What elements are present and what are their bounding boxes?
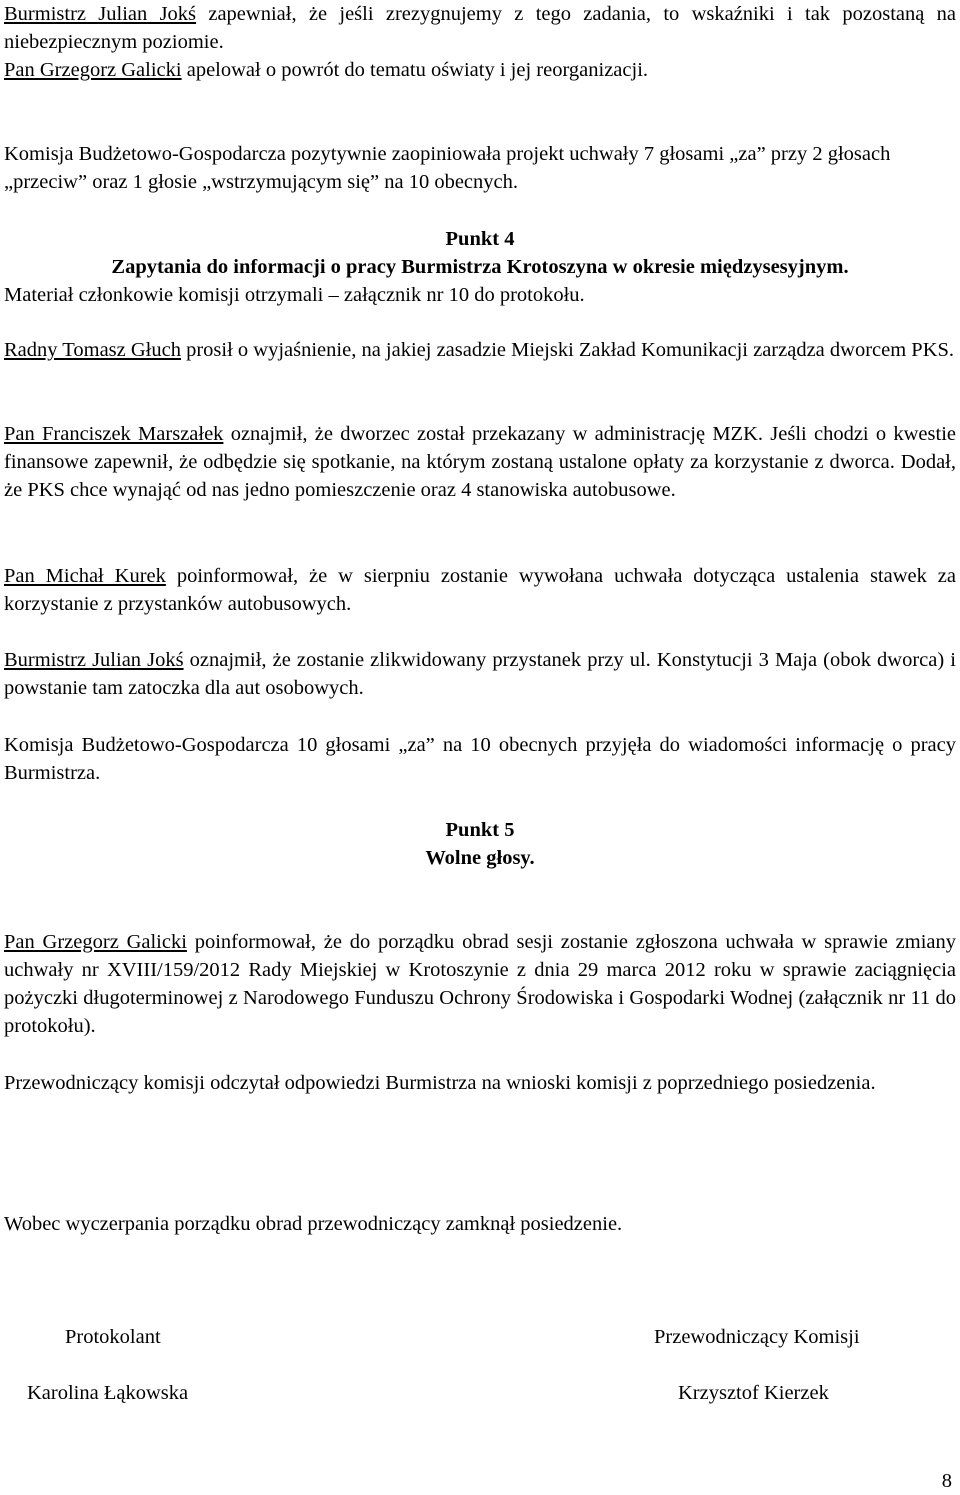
speaker-name: Burmistrz Julian Jokś [4, 3, 197, 25]
paragraph-text: prosił o wyjaśnienie, na jakiej zasadzie Miejski Zakład Komunikacji zarządza dworcem PKS. [180, 339, 955, 361]
punkt-5-title: Wolne głosy. [425, 847, 535, 869]
paragraph-marszalek [4, 420, 956, 504]
paragraph-text: Komisja Budżetowo-Gospodarcza pozytywnie zaopiniowała projekt uchwały 7 głosami „za” przy 2 głosach „przeciw” oraz 1 głosie „wstrzymującym się” na 10 obecnych. [4, 143, 891, 193]
paragraph-kurek [4, 562, 956, 618]
paragraph-text: Komisja Budżetowo-Gospodarcza 10 głosami „za” na 10 obecnych przyjęła do wiadomości informację o pracy Burmistrza. [4, 734, 956, 784]
paragraph-text: oznajmił, że zostanie zlikwidowany przystanek przy ul. Konstytucji 3 Maja (obok dworca) i powstanie tam zatoczka dla aut osobowych. [4, 649, 956, 699]
speaker-name: Pan Grzegorz Galicki [4, 59, 182, 81]
punkt-5-heading: Punkt 5 [445, 819, 515, 841]
speaker-name: Radny Tomasz Głuch [4, 339, 181, 361]
paragraph-gluch [4, 336, 956, 364]
signature-right-role: Przewodniczący Komisji [654, 1326, 860, 1348]
punkt-4-title: Zapytania do informacji o pracy Burmistrza Krotoszyna w okresie międzysesyjnym. [111, 256, 849, 278]
punkt-4-heading: Punkt 4 [445, 228, 515, 250]
signature-left-role: Protokolant [65, 1326, 161, 1348]
paragraph-komisja-przyjela [4, 731, 956, 787]
paragraph-text: oznajmił, że dworzec został przekazany w administrację MZK. Jeśli chodzi o kwestie finansowe zapewnił, że odbędzie się spotkanie, na którym zostaną ustalone opłaty za korzystanie z dworca. Dodał, że PKS chce wynająć od nas jedno pomieszczenie oraz 4 stanowiska autobusowe. [4, 423, 956, 501]
paragraph-jokś-zapewnial [4, 0, 956, 56]
paragraph-text: apelował o powrót do tematu oświaty i jej reorganizacji. [181, 59, 649, 81]
page-number: 8 [941, 1470, 952, 1492]
paragraph-przewodniczacy-odczytal [4, 1069, 956, 1097]
speaker-name: Burmistrz Julian Jokś [4, 649, 184, 671]
paragraph-text: zapewniał, że jeśli zrezygnujemy z tego zadania, to wskaźniki i tak pozostaną na niebezpiecznym poziomie. [4, 3, 956, 53]
paragraph-text: Przewodniczący komisji odczytał odpowiedzi Burmistrza na wnioski komisji z poprzedniego posiedzenia. [4, 1072, 876, 1094]
paragraph-material [4, 281, 956, 309]
paragraph-vote-result [4, 140, 956, 196]
paragraph-galicki-apelowal [4, 56, 956, 84]
paragraph-jokś-oznajmil [4, 646, 956, 702]
speaker-name: Pan Grzegorz Galicki [4, 931, 187, 953]
paragraph-text: Wobec wyczerpania porządku obrad przewodniczący zamknął posiedzenie. [4, 1213, 623, 1235]
paragraph-zamkniecie [4, 1210, 956, 1238]
paragraph-text: poinformował, że w sierpniu zostanie wywołana uchwała dotycząca ustalenia stawek za korzystanie z przystanków autobusowych. [4, 565, 956, 615]
signature-left-name: Karolina Łąkowska [27, 1382, 189, 1404]
paragraph-text: poinformował, że do porządku obrad sesji zostanie zgłoszona uchwała w sprawie zmiany uchwały nr XVIII/159/2012 Rady Miejskiej w Krotoszynie z dnia 29 marca 2012 roku w sprawie zaciągnięcia pożyczki długoterminowej z Narodowego Funduszu Ochrony Środowiska i Gospodarki Wodnej (załącznik nr 11 do protokołu). [4, 931, 956, 1037]
speaker-name: Pan Michał Kurek [4, 565, 166, 587]
speaker-name: Pan Franciszek Marszałek [4, 423, 224, 445]
paragraph-galicki-poinformowal [4, 928, 956, 1040]
paragraph-text: Materiał członkowie komisji otrzymali – załącznik nr 10 do protokołu. [4, 284, 585, 306]
signature-right-name: Krzysztof Kierzek [678, 1382, 829, 1404]
